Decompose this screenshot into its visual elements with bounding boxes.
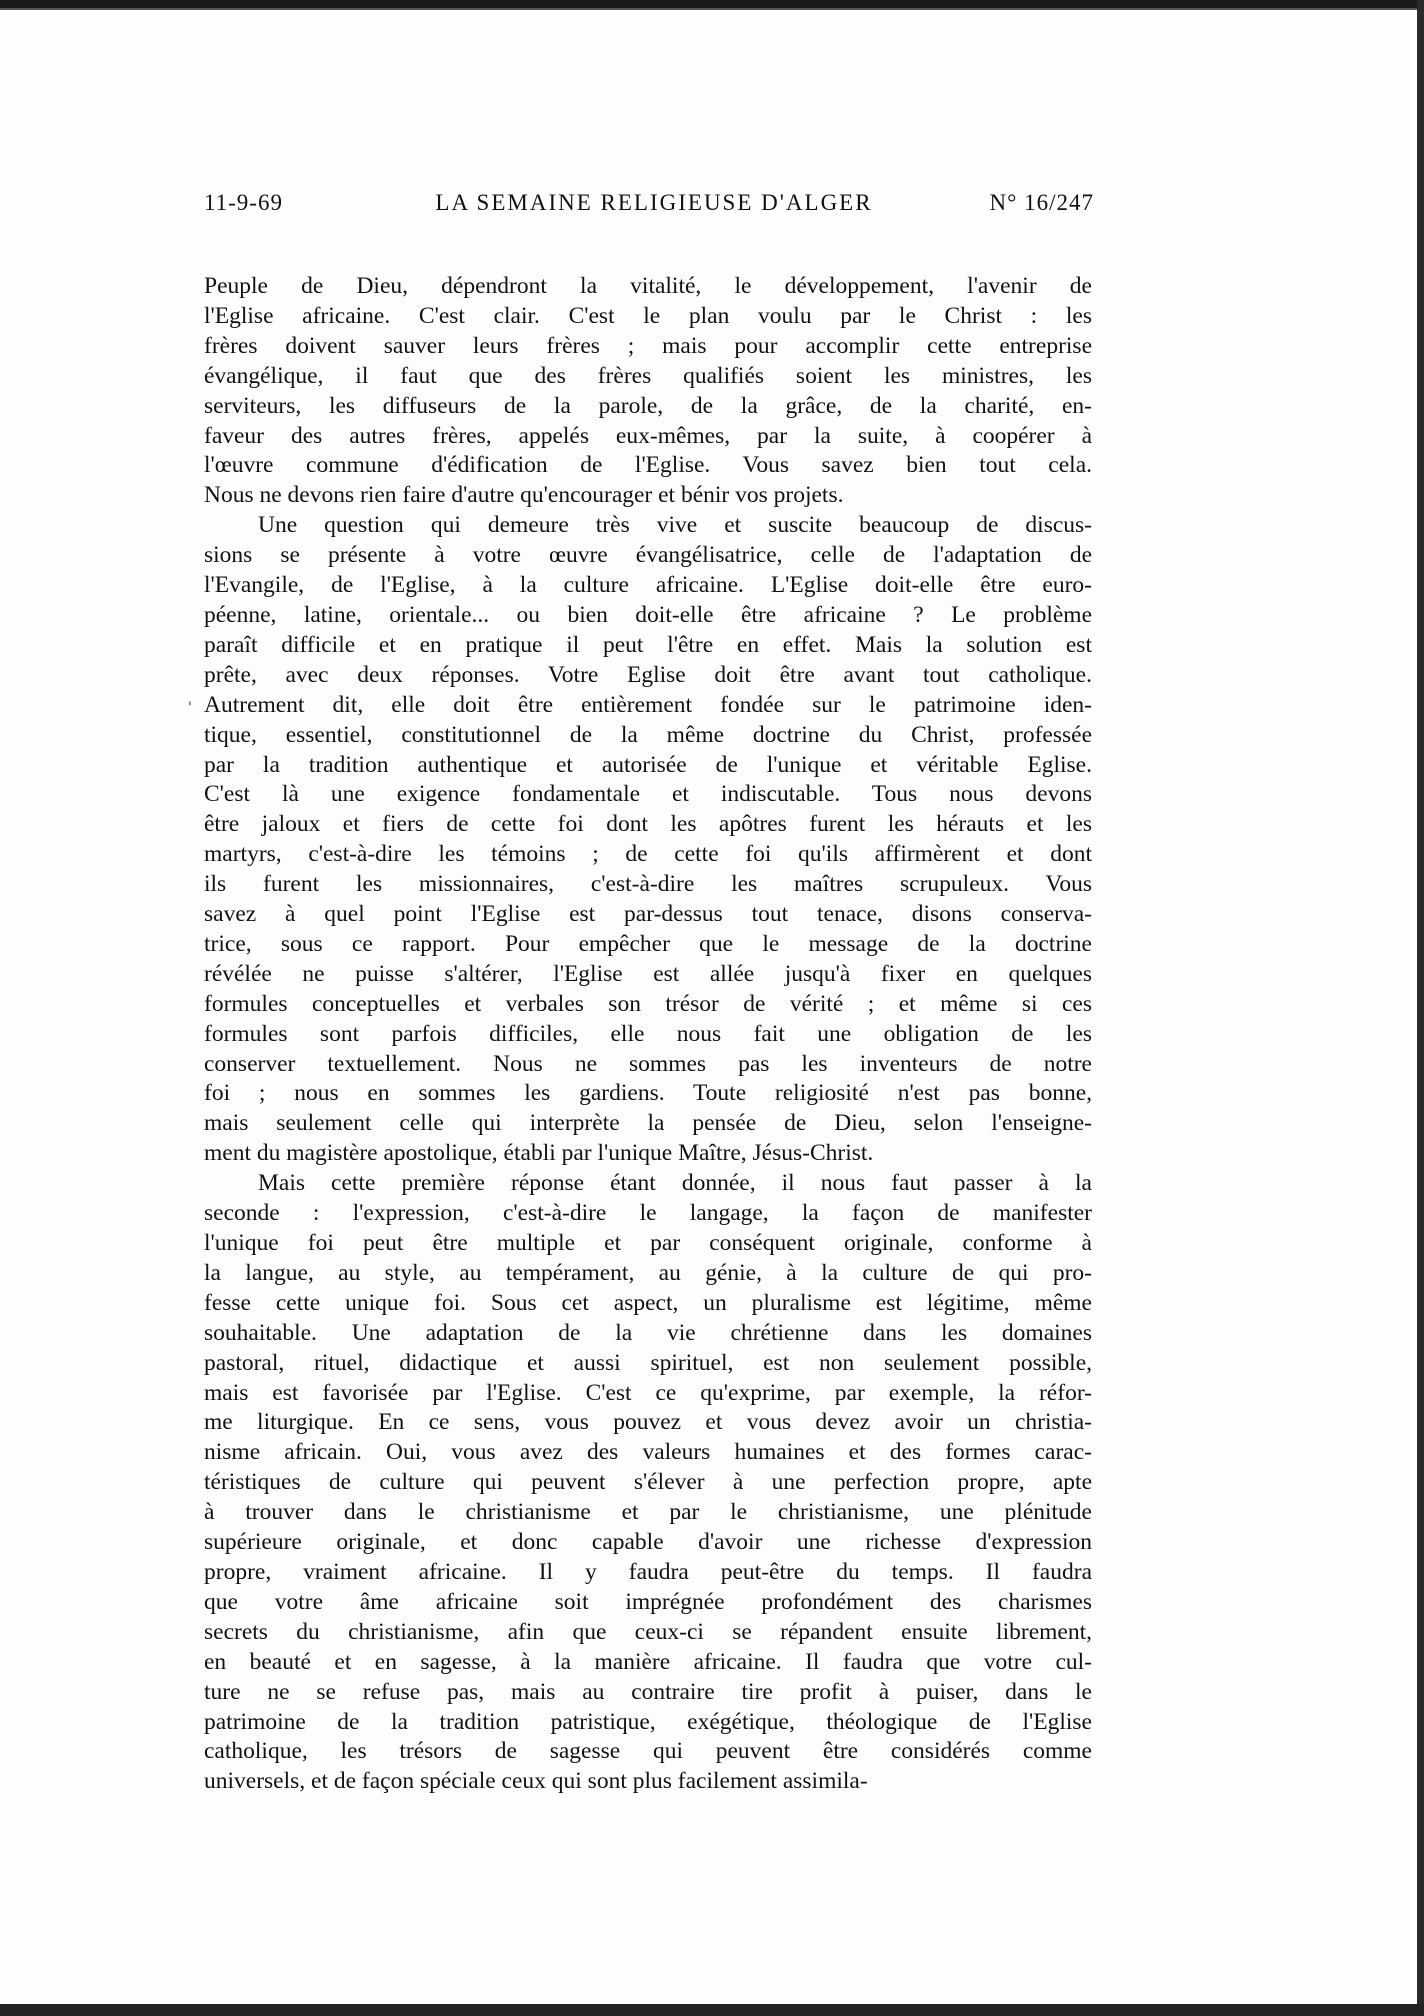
text-line: souhaitable. Une adaptation de la vie chrétienne dans les domaines — [204, 1319, 1092, 1346]
scan-edge-right — [1414, 0, 1424, 2016]
text-line: formules conceptuelles et verbales son trésor de vérité ; et même si ces — [204, 990, 1092, 1017]
text-line: Une question qui demeure très vive et suscite beaucoup de discus- — [258, 512, 1092, 539]
text-line: ture ne se refuse pas, mais au contraire tire profit à puiser, dans le — [204, 1678, 1092, 1705]
text-line: mais seulement celle qui interprète la pensée de Dieu, selon l'enseigne- — [204, 1110, 1092, 1137]
text-line: l'unique foi peut être multiple et par conséquent originale, conforme à — [204, 1230, 1092, 1256]
text-line: ils furent les missionnaires, c'est-à-dire les maîtres scrupuleux. Vous — [204, 871, 1092, 898]
text-line: frères doivent sauver leurs frères ; mais pour accomplir cette entreprise — [204, 332, 1092, 359]
text-line: être jaloux et fiers de cette foi dont les apôtres furent les hérauts et les — [204, 811, 1092, 838]
margin-mark: ' — [188, 700, 192, 716]
text-line: que votre âme africaine soit imprégnée profondément des charismes — [204, 1588, 1092, 1615]
text-line: C'est là une exigence fondamentale et indiscutable. Tous nous devons — [204, 781, 1092, 808]
text-line: martyrs, c'est-à-dire les témoins ; de cette foi qu'ils affirmèrent et dont — [204, 841, 1092, 868]
text-line: Autrement dit, elle doit être entièrement fondée sur le patrimoine iden- — [204, 691, 1092, 718]
text-line: me liturgique. En ce sens, vous pouvez et vous devez avoir un christia- — [204, 1409, 1092, 1436]
text-line: tique, essentiel, constitutionnel de la même doctrine du Christ, professée — [204, 721, 1092, 748]
text-line: l'Eglise africaine. C'est clair. C'est le plan voulu par le Christ : les — [204, 302, 1092, 329]
text-line: universels, et de façon spéciale ceux qui sont plus facilement assimila- — [204, 1768, 868, 1795]
text-line: ment du magistère apostolique, établi par l'unique Maître, Jésus-Christ. — [204, 1140, 874, 1167]
text-line: paraît difficile et en pratique il peut l'être en effet. Mais la solution est — [204, 631, 1092, 658]
text-line: secrets du christianisme, afin que ceux-ci se répandent ensuite librement, — [204, 1618, 1092, 1645]
text-line: foi ; nous en sommes les gardiens. Toute religiosité n'est pas bonne, — [204, 1080, 1092, 1107]
article-body — [204, 272, 1092, 1797]
text-line: seconde : l'expression, c'est-à-dire le langage, la façon de manifester — [204, 1200, 1092, 1227]
running-header — [204, 190, 1094, 230]
text-line: savez à quel point l'Eglise est par-dessus tout tenace, disons conserva- — [204, 901, 1092, 928]
text-line: Peuple de Dieu, dépendront la vitalité, le développement, l'avenir de — [204, 273, 1092, 299]
text-line: formules sont parfois difficiles, elle nous fait une obligation de les — [204, 1020, 1092, 1047]
paragraph — [204, 1169, 1092, 1797]
text-line: téristiques de culture qui peuvent s'élever à une perfection propre, apte — [204, 1469, 1092, 1496]
text-line: prête, avec deux réponses. Votre Eglise doit être avant tout catholique. — [204, 661, 1092, 688]
text-line: l'œuvre commune d'édification de l'Eglise. Vous savez bien tout cela. — [204, 452, 1092, 479]
text-line: mais est favorisée par l'Eglise. C'est ce qu'exprime, par exemple, la réfor- — [204, 1379, 1092, 1406]
text-line: en beauté et en sagesse, à la manière africaine. Il faudra que votre cul- — [204, 1648, 1092, 1675]
scan-edge-bottom — [0, 1990, 1424, 2016]
text-line: péenne, latine, orientale... ou bien doit-elle être africaine ? Le problème — [204, 601, 1092, 628]
scan-edge-top — [0, 0, 1424, 14]
text-line: supérieure originale, et donc capable d'avoir une richesse d'expression — [204, 1529, 1092, 1556]
text-line: Nous ne devons rien faire d'autre qu'encourager et bénir vos projets. — [204, 482, 844, 509]
text-line: propre, vraiment africaine. Il y faudra peut-être du temps. Il faudra — [204, 1558, 1092, 1585]
text-line: sions se présente à votre œuvre évangélisatrice, celle de l'adaptation de — [204, 542, 1092, 569]
header-date: 11-9-69 — [204, 190, 283, 215]
paragraph — [204, 272, 1092, 511]
text-line: faveur des autres frères, appelés eux-mêmes, par la suite, à coopérer à — [204, 422, 1092, 449]
text-line: trice, sous ce rapport. Pour empêcher que le message de la doctrine — [204, 930, 1092, 957]
text-line: à trouver dans le christianisme et par le christianisme, une plénitude — [204, 1499, 1092, 1526]
text-line: révélée ne puisse s'altérer, l'Eglise est allée jusqu'à fixer en quelques — [204, 960, 1092, 987]
text-line: pastoral, rituel, didactique et aussi spirituel, est non seulement possible, — [204, 1349, 1092, 1376]
text-line: catholique, les trésors de sagesse qui peuvent être considérés comme — [204, 1738, 1092, 1765]
text-line: nisme africain. Oui, vous avez des valeurs humaines et des formes carac- — [204, 1439, 1092, 1466]
text-line: évangélique, il faut que des frères qualifiés soient les ministres, les — [204, 362, 1092, 389]
header-page-number: N° 16/247 — [989, 190, 1094, 215]
text-line: serviteurs, les diffuseurs de la parole, de la grâce, de la charité, en- — [204, 392, 1092, 419]
text-line: fesse cette unique foi. Sous cet aspect, un pluralisme est légitime, même — [204, 1289, 1092, 1316]
text-line: conserver textuellement. Nous ne sommes pas les inventeurs de notre — [204, 1050, 1092, 1077]
text-line: l'Evangile, de l'Eglise, à la culture africaine. L'Eglise doit-elle être euro- — [204, 572, 1092, 599]
text-line: patrimoine de la tradition patristique, exégétique, théologique de l'Eglise — [204, 1708, 1092, 1735]
text-line: la langue, au style, au tempérament, au génie, à la culture de qui pro- — [204, 1259, 1092, 1286]
text-line: Mais cette première réponse étant donnée, il nous faut passer à la — [258, 1170, 1092, 1197]
paragraph — [204, 511, 1092, 1169]
header-title: LA SEMAINE RELIGIEUSE D'ALGER — [435, 190, 873, 215]
text-line: par la tradition authentique et autorisée de l'unique et véritable Eglise. — [204, 751, 1092, 778]
